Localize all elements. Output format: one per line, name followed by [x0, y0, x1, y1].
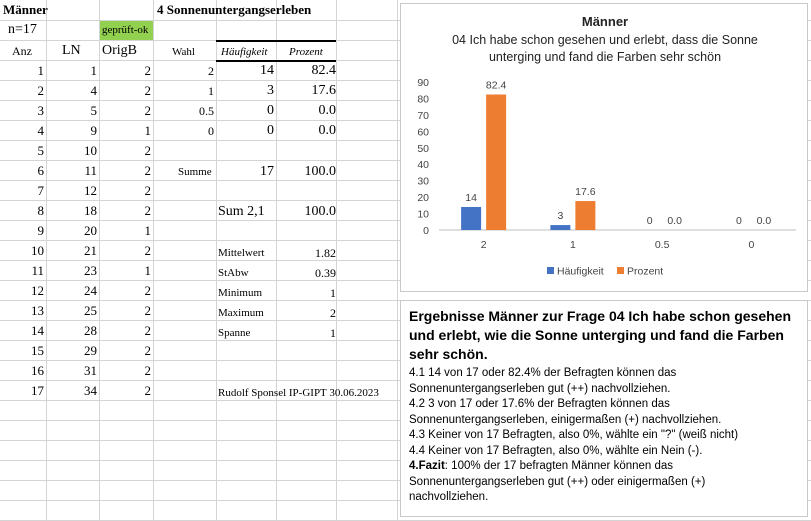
- cell-origb[interactable]: 1: [144, 263, 151, 278]
- cell-anz[interactable]: 14: [31, 323, 44, 338]
- cell-ln[interactable]: 34: [84, 383, 97, 398]
- y-tick-label: 60: [417, 126, 429, 139]
- cell-ln[interactable]: 29: [84, 343, 97, 358]
- cell-anz[interactable]: 8: [37, 203, 44, 218]
- cell-ln[interactable]: 10: [84, 143, 97, 158]
- cell-anz[interactable]: 13: [31, 303, 44, 318]
- result-line: 4.4 Keiner von 17 Befragten, also 0%, wählte ein Nein (-).: [409, 444, 703, 457]
- cell-anz[interactable]: 3: [37, 103, 44, 118]
- cell-ln[interactable]: 31: [84, 363, 97, 378]
- cell-origb[interactable]: 2: [144, 383, 151, 398]
- data-label: 17.6: [575, 186, 596, 199]
- fazit-label: 4.Fazit: [409, 460, 445, 472]
- cell-ln[interactable]: 24: [84, 283, 97, 298]
- stat-label[interactable]: Minimum: [218, 287, 263, 299]
- cell-anz[interactable]: 12: [31, 283, 44, 298]
- y-tick-label: 20: [417, 192, 429, 205]
- result-line: 4.1 14 von 17 oder 82.4% der Befragten können das: [409, 367, 677, 379]
- x-tick-label: 1: [569, 239, 576, 251]
- freq-header-haeufigkeit[interactable]: Häufigkeit: [221, 46, 268, 58]
- freq-wahl[interactable]: 0.5: [199, 104, 214, 118]
- data-label: 0.0: [667, 215, 682, 227]
- cell-origb[interactable]: 2: [144, 363, 151, 378]
- legend-swatch: [617, 267, 624, 274]
- cell-origb[interactable]: 2: [144, 83, 151, 98]
- col-header-anz[interactable]: Anz: [12, 44, 32, 58]
- sum21-label[interactable]: Sum 2,1: [218, 204, 265, 219]
- summe-label[interactable]: Summe: [178, 166, 212, 178]
- cell-anz[interactable]: 16: [31, 363, 44, 378]
- legend-label: Prozent: [627, 265, 664, 278]
- freq-haeufigkeit[interactable]: 0: [267, 103, 274, 118]
- stat-label[interactable]: Spanne: [218, 327, 251, 339]
- chart-subtitle: unterging und fand die Farben sehr schön: [488, 50, 722, 64]
- y-tick-label: 50: [417, 142, 429, 155]
- freq-prozent[interactable]: 0.0: [318, 103, 336, 118]
- freq-prozent[interactable]: 0.0: [318, 123, 336, 138]
- cell-anz[interactable]: 9: [37, 223, 44, 238]
- header-rule-top: [216, 40, 336, 42]
- cell-anz[interactable]: 5: [37, 143, 44, 158]
- cell-anz[interactable]: 2: [37, 83, 44, 98]
- cell-ln[interactable]: 21: [84, 243, 97, 258]
- cell-ln[interactable]: 28: [84, 323, 97, 338]
- x-tick-label: 0: [748, 239, 755, 251]
- cell-anz[interactable]: 6: [37, 163, 44, 178]
- cell-origb[interactable]: 1: [144, 223, 151, 238]
- cell-ln[interactable]: 18: [84, 203, 97, 218]
- status-badge[interactable]: geprüft-ok: [100, 21, 153, 40]
- data-label: 82.4: [485, 79, 507, 92]
- fazit-text-2: Sonnenuntergangserleben gut (++) oder einigermaßen (+): [409, 475, 706, 488]
- chart-panel[interactable]: [400, 3, 808, 292]
- freq-haeufigkeit[interactable]: 3: [267, 83, 274, 98]
- sum21-prozent[interactable]: 100.0: [304, 204, 336, 219]
- result-line: Sonnenuntergangserleben gut (++) nachvollziehen.: [409, 382, 671, 395]
- fazit-text-3: nachvollziehen.: [409, 491, 489, 503]
- x-tick-label: 0.5: [654, 239, 670, 251]
- stat-value[interactable]: 0.39: [315, 266, 336, 280]
- cell-origb[interactable]: 2: [144, 243, 151, 258]
- cell-origb[interactable]: 2: [144, 143, 151, 158]
- textbox-title: Ergebnisse Männer zur Frage 04 Ich habe schon gesehen und erlebt, wie die Sonne unterging und fand die Farben sehr schön.: [409, 308, 792, 362]
- cell-ln[interactable]: 5: [90, 103, 97, 118]
- data-label: 0: [646, 215, 653, 227]
- bar-prozent: [575, 201, 595, 230]
- chart-subtitle: 04 Ich habe schon gesehen und erlebt, dass die Sonne: [452, 33, 758, 47]
- cell-a1-label[interactable]: Männer: [3, 2, 48, 17]
- stat-value[interactable]: 1.82: [315, 246, 336, 260]
- cell-origb[interactable]: 2: [144, 163, 151, 178]
- cell-origb[interactable]: 2: [144, 63, 151, 78]
- cell-origb[interactable]: 2: [144, 103, 151, 118]
- col-header-ln[interactable]: LN: [62, 43, 81, 58]
- freq-prozent[interactable]: 17.6: [311, 83, 336, 98]
- legend-swatch: [547, 267, 554, 274]
- summe-haeufigkeit[interactable]: 17: [260, 164, 274, 179]
- stat-value[interactable]: 2: [330, 306, 336, 320]
- y-tick-label: 40: [417, 159, 429, 172]
- bar-prozent: [486, 94, 506, 230]
- fazit-line: [409, 459, 799, 475]
- cell-ln[interactable]: 12: [84, 183, 97, 198]
- stat-label[interactable]: StAbw: [218, 267, 249, 279]
- cell-anz[interactable]: 1: [37, 63, 44, 78]
- cell-ln[interactable]: 25: [84, 303, 97, 318]
- freq-haeufigkeit[interactable]: 0: [267, 123, 274, 138]
- result-line: Sonnenuntergangserleben, einigermaßen (+) nachvollziehen.: [409, 413, 722, 426]
- cell-origb[interactable]: 2: [144, 183, 151, 198]
- cell-origb[interactable]: 2: [144, 283, 151, 298]
- col-header-origb[interactable]: OrigB: [102, 43, 137, 58]
- y-tick-label: 80: [417, 93, 429, 106]
- y-tick-label: 0: [423, 225, 429, 237]
- cell-anz[interactable]: 11: [31, 263, 44, 278]
- data-label: 0.0: [756, 215, 772, 227]
- freq-wahl[interactable]: 1: [208, 84, 214, 98]
- x-tick-label: 2: [480, 239, 487, 251]
- bar-haeufigkeit: [550, 225, 570, 230]
- data-label: 14: [465, 191, 477, 204]
- summe-prozent[interactable]: 100.0: [304, 164, 336, 179]
- n-count-cell[interactable]: n=17: [8, 22, 37, 37]
- y-tick-label: 70: [417, 109, 429, 122]
- stat-value[interactable]: 1: [330, 286, 336, 300]
- fazit-text-1: : 100% der 17 befragten Männer können das: [444, 460, 674, 472]
- cell-ln[interactable]: 9: [90, 123, 97, 138]
- result-line: 4.2 3 von 17 oder 17.6% der Befragten können das: [409, 398, 670, 410]
- stat-label[interactable]: Maximum: [218, 307, 264, 319]
- sheet-title[interactable]: 4 Sonnenuntergangserleben: [157, 2, 312, 17]
- stat-label[interactable]: Mittelwert: [218, 247, 265, 259]
- cell-anz[interactable]: 4: [37, 123, 44, 138]
- data-label: 3: [557, 210, 564, 223]
- bar-chart: [401, 4, 809, 293]
- cell-ln[interactable]: 11: [84, 163, 97, 178]
- chart-title: Männer: [581, 14, 629, 29]
- cell-origb[interactable]: 1: [144, 123, 151, 138]
- freq-header-wahl[interactable]: Wahl: [172, 46, 195, 58]
- y-tick-label: 90: [417, 77, 429, 89]
- freq-wahl[interactable]: 0: [208, 124, 214, 138]
- freq-haeufigkeit[interactable]: 14: [260, 63, 274, 78]
- cell-origb[interactable]: 2: [144, 303, 151, 318]
- result-line: 4.3 Keiner von 17 Befragten, also 0%, wählte ein "?" (weiß nicht): [409, 429, 739, 441]
- cell-anz[interactable]: 10: [31, 243, 44, 258]
- cell-ln[interactable]: 4: [90, 83, 97, 98]
- cell-ln[interactable]: 1: [90, 63, 97, 78]
- cell-origb[interactable]: 2: [144, 343, 151, 358]
- cell-anz[interactable]: 17: [31, 383, 44, 398]
- legend-label: Häufigkeit: [557, 265, 604, 278]
- freq-prozent[interactable]: 82.4: [311, 63, 336, 78]
- author-credit[interactable]: Rudolf Sponsel IP-GIPT 30.06.2023: [218, 387, 379, 399]
- cell-anz[interactable]: 7: [37, 183, 44, 198]
- freq-header-prozent[interactable]: Prozent: [289, 46, 323, 58]
- cell-origb[interactable]: 2: [144, 323, 151, 338]
- freq-wahl[interactable]: 2: [208, 64, 214, 78]
- cell-ln[interactable]: 23: [84, 263, 97, 278]
- cell-anz[interactable]: 15: [31, 343, 44, 358]
- bar-haeufigkeit: [461, 207, 481, 230]
- results-textbox[interactable]: [400, 300, 808, 517]
- cell-origb[interactable]: 2: [144, 203, 151, 218]
- stat-value[interactable]: 1: [330, 326, 336, 340]
- cell-ln[interactable]: 20: [84, 223, 97, 238]
- y-tick-label: 30: [417, 175, 429, 188]
- data-label: 0: [735, 215, 742, 227]
- y-tick-label: 10: [417, 208, 429, 221]
